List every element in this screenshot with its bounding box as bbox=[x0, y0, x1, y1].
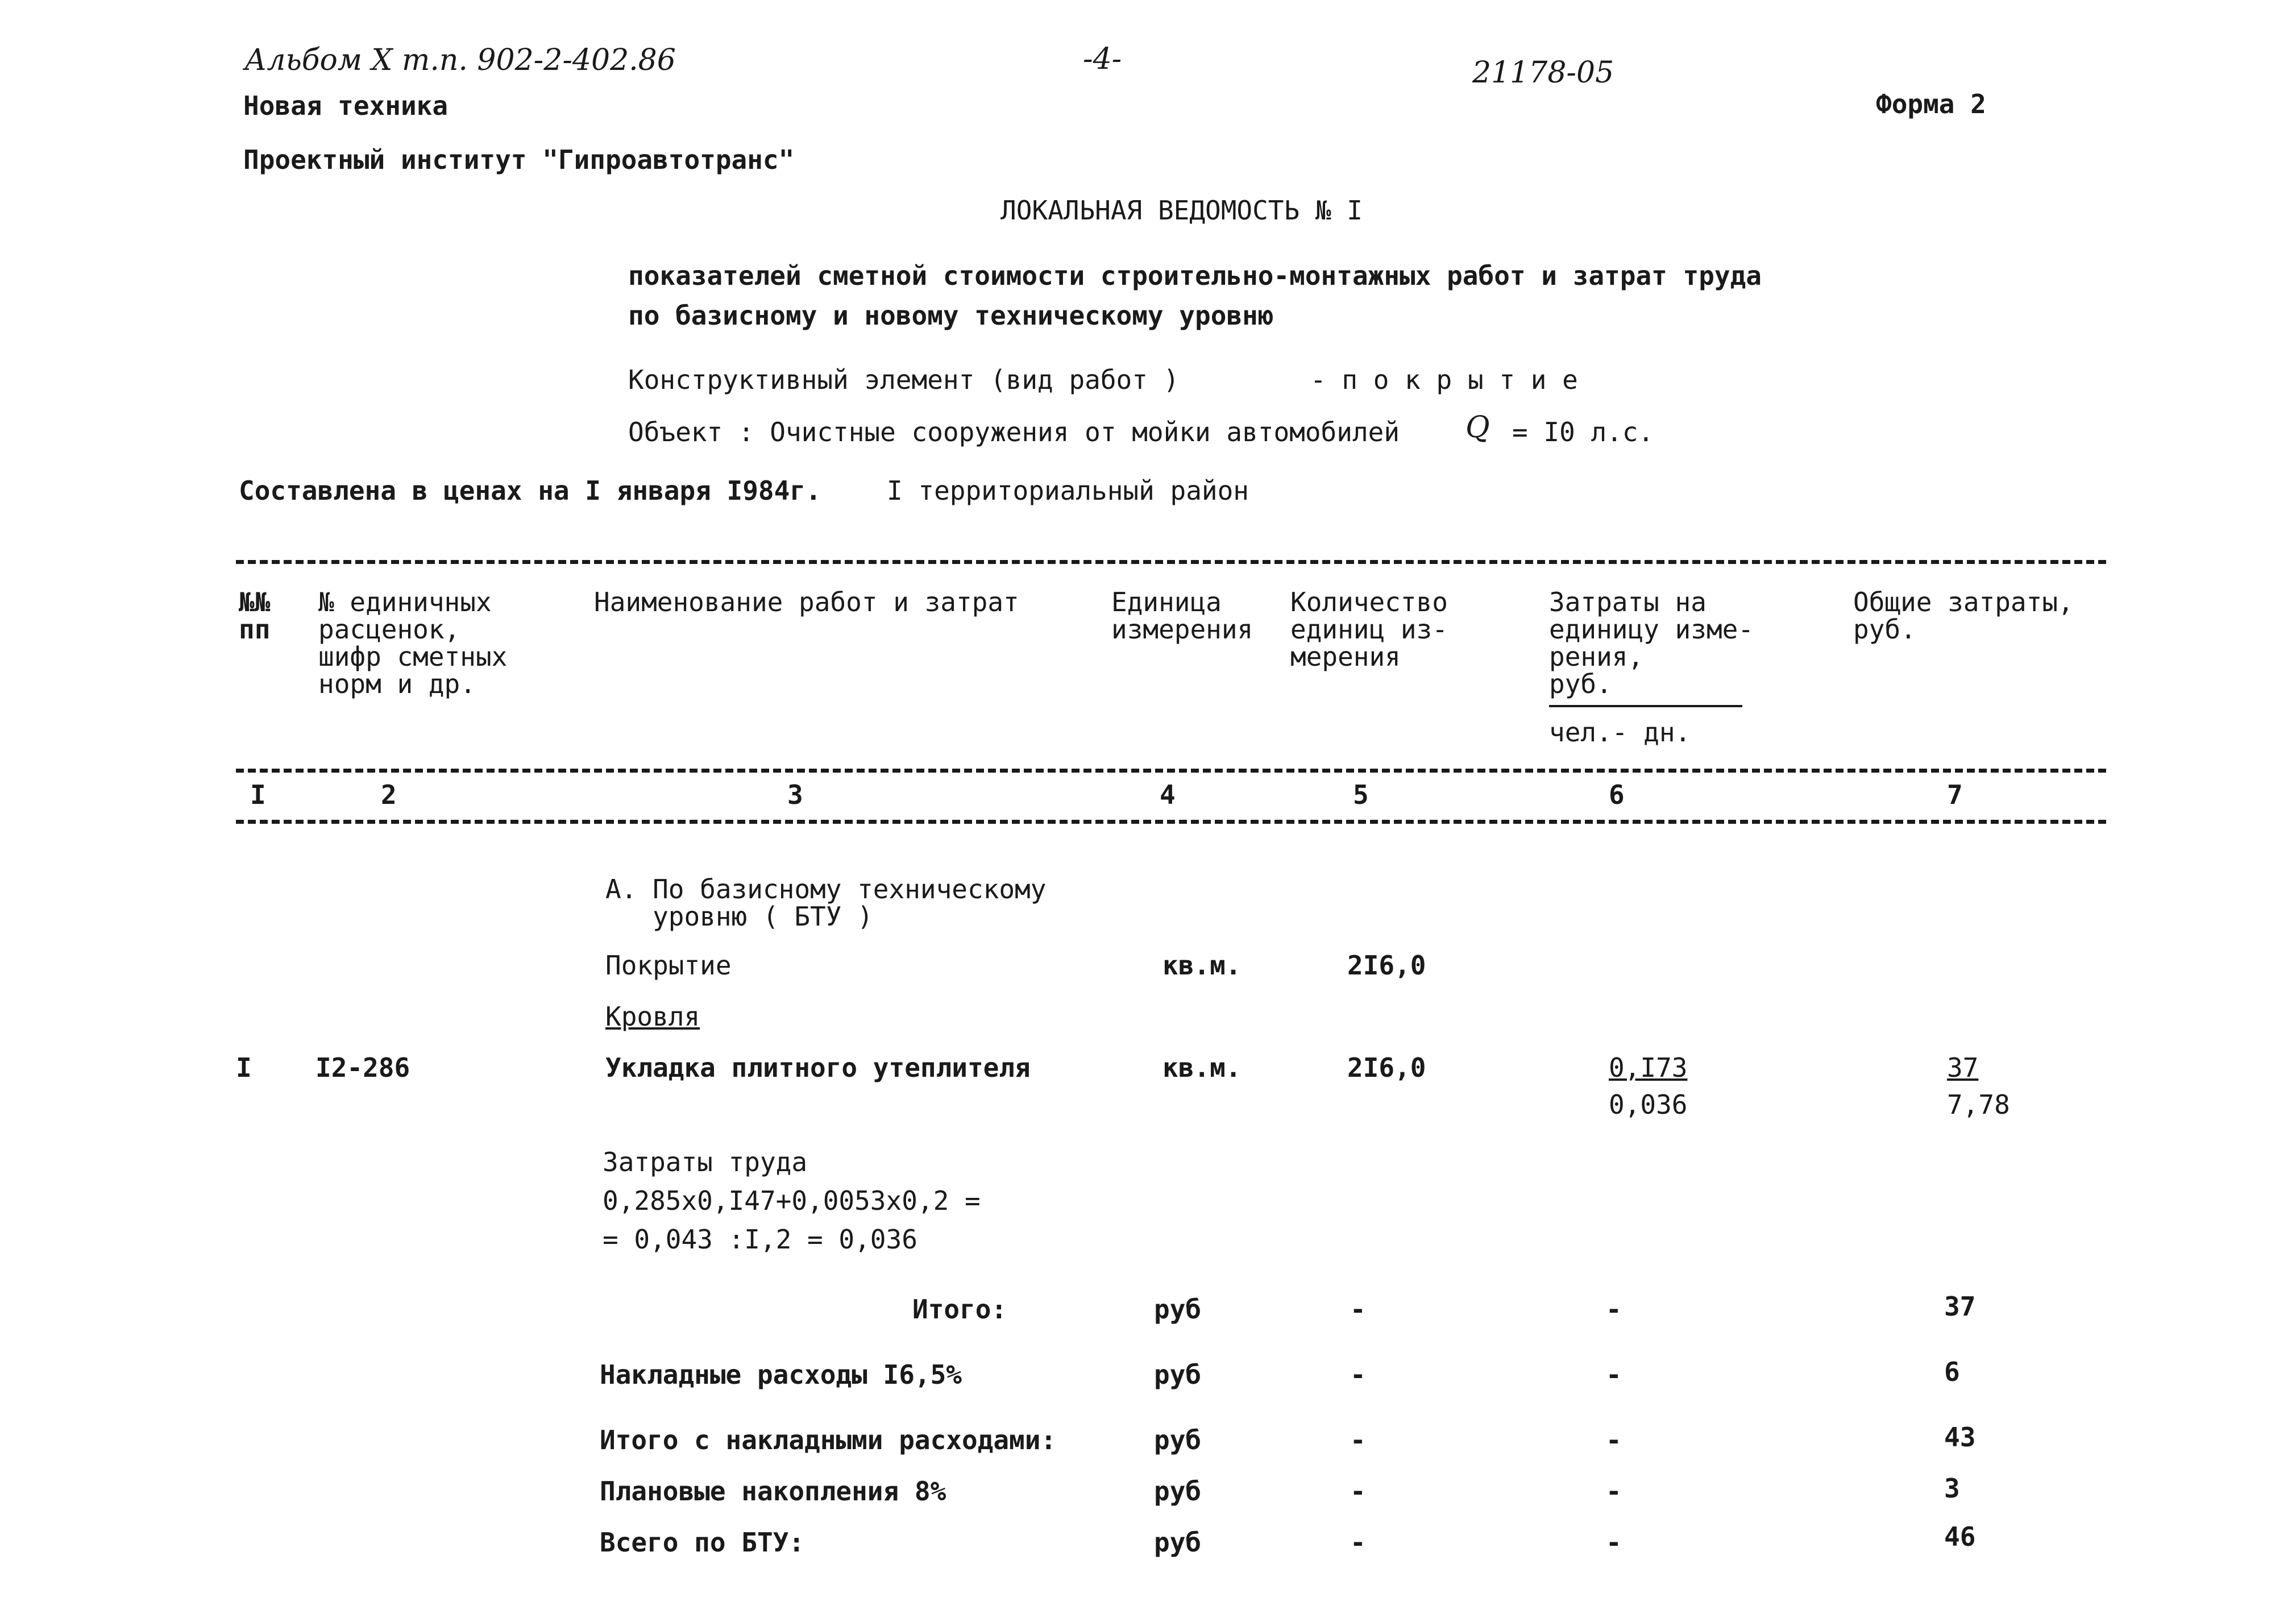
region: I территориальный район bbox=[887, 475, 1249, 506]
row-unit-labor: 0,036 bbox=[1609, 1089, 1688, 1120]
col-header-unit: Единица измерения bbox=[1111, 587, 1253, 645]
summary-c6: - bbox=[1606, 1476, 1622, 1507]
col6-divider bbox=[1549, 705, 1742, 707]
summary-total: 6 bbox=[1944, 1356, 1960, 1387]
col-header-code: № единичных расценок, шифр сметных норм и др. bbox=[318, 587, 508, 699]
album-note: Альбом X т.п. 902-2-402.86 bbox=[244, 43, 676, 77]
doc-code: 21178-05 bbox=[1472, 56, 1614, 90]
summary-label: Плановые накопления 8% bbox=[600, 1476, 946, 1507]
summary-unit: руб bbox=[1154, 1476, 1202, 1507]
summary-unit: руб bbox=[1154, 1294, 1202, 1325]
document-title: ЛОКАЛЬНАЯ ВЕДОМОСТЬ № I bbox=[1000, 195, 1363, 226]
summary-c6: - bbox=[1606, 1294, 1622, 1325]
col-header-unit-cost: Затраты на единицу изме- рения, руб. bbox=[1549, 587, 1754, 699]
object-q: Q bbox=[1465, 410, 1490, 445]
col-number-7: 7 bbox=[1947, 779, 1963, 810]
col-number-1: I bbox=[250, 779, 266, 810]
object-line: Объект : Очистные сооружения от мойки автомобилей bbox=[628, 417, 1400, 447]
summary-total: 3 bbox=[1944, 1473, 1960, 1504]
summary-label: Итого с накладными расходами: bbox=[600, 1425, 1057, 1455]
summary-c6: - bbox=[1606, 1527, 1622, 1558]
summary-unit: руб bbox=[1154, 1359, 1202, 1390]
row-num: I bbox=[236, 1052, 252, 1083]
cover-label: Покрытие bbox=[605, 950, 732, 981]
row-total-cost: 37 bbox=[1947, 1052, 1979, 1083]
row-qty: 2I6,0 bbox=[1347, 1052, 1426, 1083]
col-number-5: 5 bbox=[1353, 779, 1369, 810]
summary-label: Накладные расходы I6,5% bbox=[600, 1359, 962, 1390]
summary-unit: руб bbox=[1154, 1425, 1202, 1455]
summary-total: 37 bbox=[1944, 1291, 1976, 1322]
summary-c5: - bbox=[1350, 1476, 1366, 1507]
institute-name: Проектный институт "Гипроавтотранс" bbox=[243, 144, 795, 175]
summary-total: 43 bbox=[1944, 1422, 1976, 1453]
form-label: Форма 2 bbox=[1876, 89, 1986, 119]
table-top-rule bbox=[236, 560, 2106, 564]
page-number: -4- bbox=[1083, 42, 1122, 76]
row-name: Укладка плитного утеплителя bbox=[605, 1052, 1031, 1083]
section-a-heading: А. По базисному техническому уровню ( БТУ ) bbox=[605, 874, 1047, 932]
col-number-4: 4 bbox=[1160, 779, 1176, 810]
summary-c5: - bbox=[1350, 1359, 1366, 1390]
col-header-labor: чел.- дн. bbox=[1549, 717, 1691, 748]
col-number-2: 2 bbox=[381, 779, 397, 810]
org-line: Новая техника bbox=[243, 90, 449, 121]
row-total-labor: 7,78 bbox=[1947, 1089, 2010, 1120]
col-header-qty: Количество единиц из- мерения bbox=[1290, 587, 1448, 672]
row-unit-cost: 0,I73 bbox=[1609, 1052, 1688, 1083]
object-q-value: = I0 л.с. bbox=[1512, 417, 1654, 447]
row-code: I2-286 bbox=[315, 1052, 410, 1083]
summary-label: Итого: bbox=[912, 1294, 1007, 1325]
prices-line: Составлена в ценах на I января I984г. bbox=[239, 475, 821, 506]
subtitle-line-1: показателей сметной стоимости строительно-монтажных работ и затрат труда bbox=[628, 260, 1762, 291]
summary-c6: - bbox=[1606, 1425, 1622, 1455]
summary-label: Всего по БТУ: bbox=[600, 1527, 805, 1558]
element-label: Конструктивный элемент (вид работ ) bbox=[628, 364, 1180, 395]
col-header-total: Общие затраты, руб. bbox=[1853, 587, 2074, 645]
col-number-3: 3 bbox=[787, 779, 803, 810]
cover-qty: 2I6,0 bbox=[1347, 950, 1426, 981]
summary-c6: - bbox=[1606, 1359, 1622, 1390]
summary-c5: - bbox=[1350, 1294, 1366, 1325]
summary-total: 46 bbox=[1944, 1521, 1976, 1552]
cover-unit: кв.м. bbox=[1162, 950, 1242, 981]
col-header-name: Наименование работ и затрат bbox=[594, 587, 1019, 617]
summary-c5: - bbox=[1350, 1425, 1366, 1455]
summary-unit: руб bbox=[1154, 1527, 1202, 1558]
labor-calculation: Затраты труда 0,285x0,I47+0,0053x0,2 = = 0,043 :I,2 = 0,036 bbox=[603, 1147, 981, 1255]
element-value: - п о к р ы т и е bbox=[1310, 364, 1578, 395]
roof-label: Кровля bbox=[605, 1001, 700, 1032]
col-number-6: 6 bbox=[1609, 779, 1625, 810]
numbers-bottom-rule bbox=[236, 820, 2106, 824]
summary-c5: - bbox=[1350, 1527, 1366, 1558]
header-bottom-rule bbox=[236, 769, 2106, 773]
col-header-num: №№ пп bbox=[239, 587, 271, 645]
row-unit: кв.м. bbox=[1162, 1052, 1242, 1083]
subtitle-line-2: по базисному и новому техническому уровню bbox=[628, 300, 1274, 331]
